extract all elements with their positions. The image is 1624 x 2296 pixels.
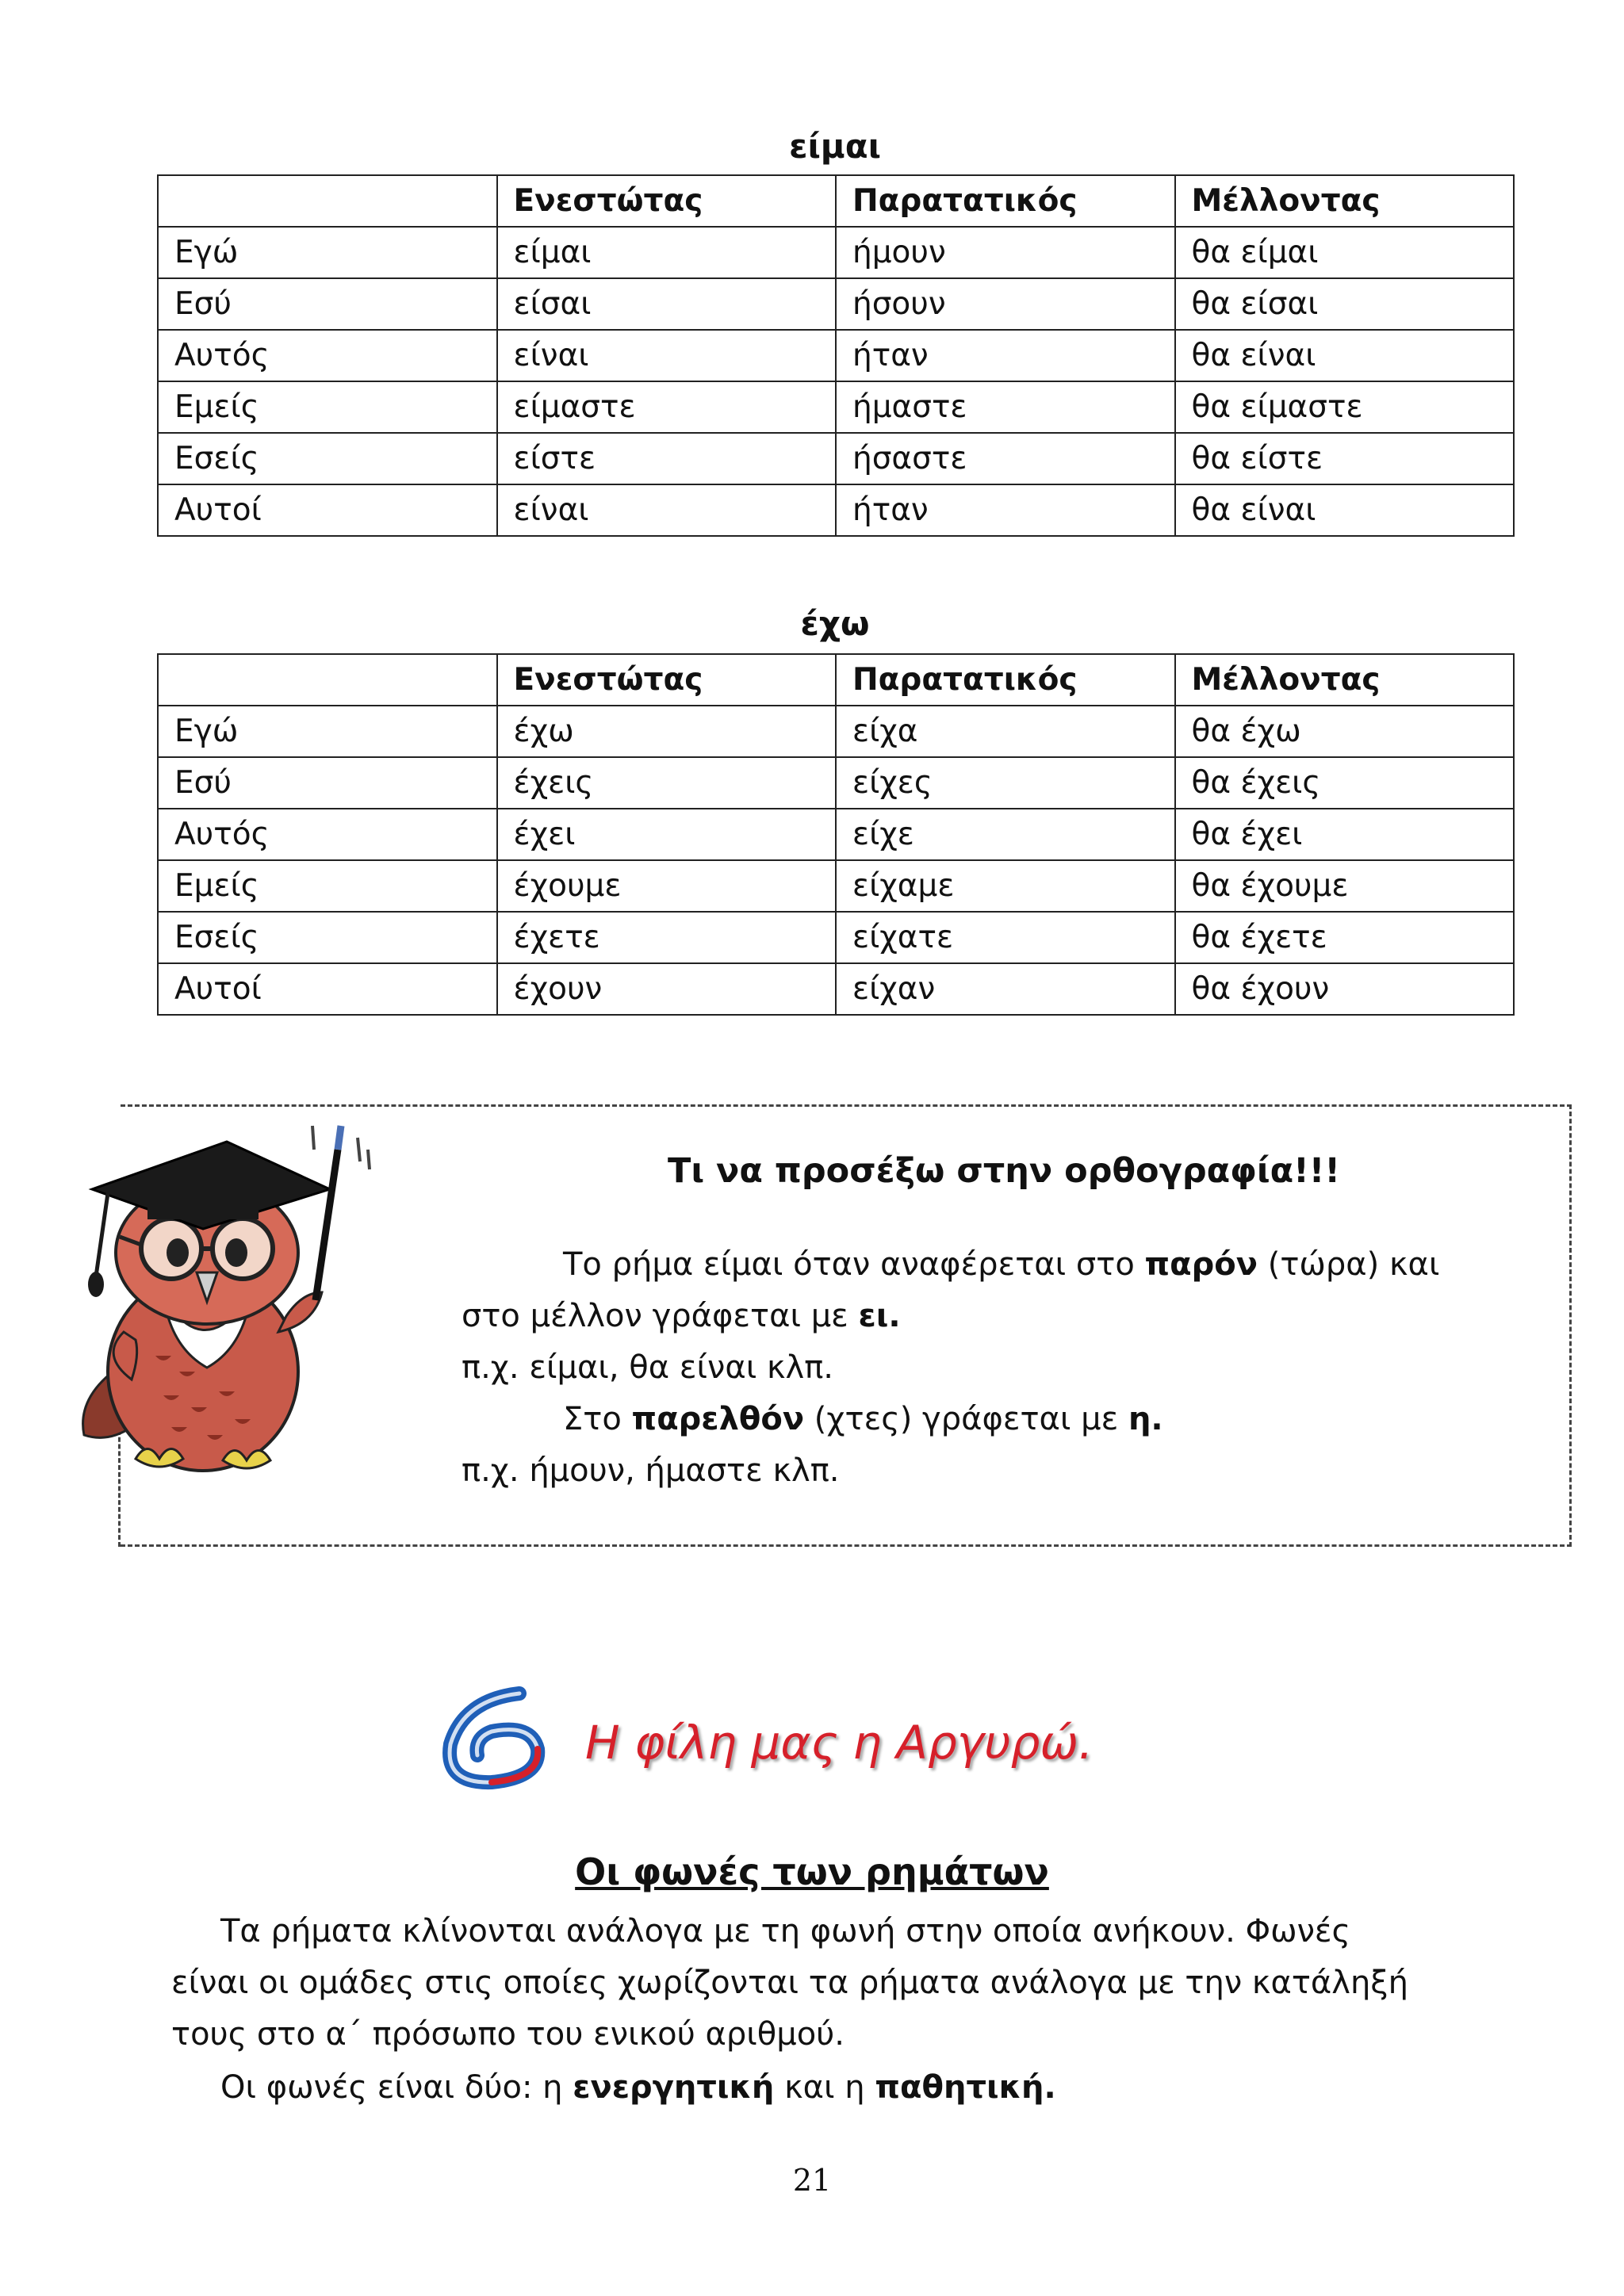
section-title: Οι φωνές των ρημάτων xyxy=(575,1850,1049,1893)
header-cell: Παρατατικός xyxy=(836,175,1175,227)
table-cell: είστε xyxy=(497,433,837,484)
table-cell: Αυτός xyxy=(158,330,497,381)
table-cell: θα έχουμε xyxy=(1175,860,1515,912)
table-cell: θα είσαι xyxy=(1175,278,1515,330)
header-cell: Ενεστώτας xyxy=(497,654,837,706)
table-cell: είχε xyxy=(836,809,1175,860)
table-cell: Εμείς xyxy=(158,860,497,912)
table-cell: ήσαστε xyxy=(836,433,1175,484)
paragraph-line xyxy=(220,2069,1056,2106)
table-cell: ήταν xyxy=(836,330,1175,381)
table-cell: Αυτοί xyxy=(158,484,497,536)
table-cell: ήταν xyxy=(836,484,1175,536)
table-row xyxy=(158,278,1514,330)
table-cell: θα είμαστε xyxy=(1175,381,1515,433)
paragraph-line: είναι οι ομάδες στις οποίες χωρίζονται τα ρήματα ανάλογα με την κατάληξή xyxy=(171,1965,1408,2001)
table1-caption: είμαι xyxy=(789,127,881,166)
tip-emphasis: παρόν xyxy=(1144,1246,1258,1283)
table-cell: έχουμε xyxy=(497,860,837,912)
table-cell: είχες xyxy=(836,757,1175,809)
table-header-row xyxy=(158,175,1514,227)
tip-line: π.χ. ήμουν, ήμαστε κλπ. xyxy=(462,1452,840,1489)
table-row xyxy=(158,706,1514,757)
conjugation-table-echo xyxy=(157,653,1515,1016)
table-header-row xyxy=(158,654,1514,706)
tip-title: Τι να προσέξω στην ορθογραφία!!! xyxy=(668,1151,1340,1191)
tip-line: π.χ. είμαι, θα είναι κλπ. xyxy=(462,1349,833,1386)
header-cell: Παρατατικός xyxy=(836,654,1175,706)
paragraph-line: τους στο α΄ πρόσωπο του ενικού αριθμού. xyxy=(171,2016,845,2053)
tip-text: (τώρα) και xyxy=(1258,1246,1440,1283)
table-cell: Εγώ xyxy=(158,227,497,278)
table-cell: θα έχουν xyxy=(1175,963,1515,1015)
table-cell: Αυτοί xyxy=(158,963,497,1015)
tip-line xyxy=(462,1298,901,1334)
paragraph-line: Τα ρήματα κλίνονται ανάλογα με τη φωνή στην οποία ανήκουν. Φωνές xyxy=(220,1913,1351,1950)
chapter-heading xyxy=(436,1682,1388,1793)
table-cell: θα έχετε xyxy=(1175,912,1515,963)
table-row xyxy=(158,227,1514,278)
table-row xyxy=(158,433,1514,484)
tip-text: στο μέλλον γράφεται με xyxy=(462,1298,859,1334)
paragraph-emphasis: παθητική. xyxy=(875,2069,1056,2106)
table-cell: ήμαστε xyxy=(836,381,1175,433)
table-cell: έχετε xyxy=(497,912,837,963)
table-cell: Εσύ xyxy=(158,278,497,330)
table-row xyxy=(158,381,1514,433)
table-cell: ήμουν xyxy=(836,227,1175,278)
tip-emphasis: ει. xyxy=(858,1298,901,1334)
table-cell: είναι xyxy=(497,484,837,536)
table-cell: είχα xyxy=(836,706,1175,757)
table-row xyxy=(158,757,1514,809)
table-cell: θα έχεις xyxy=(1175,757,1515,809)
header-cell xyxy=(158,175,497,227)
table-cell: θα έχω xyxy=(1175,706,1515,757)
tip-line xyxy=(563,1401,1163,1437)
conjugation-table-eimai xyxy=(157,174,1515,537)
table-cell: ήσουν xyxy=(836,278,1175,330)
table-row xyxy=(158,330,1514,381)
chapter-title: Η φίλη μας η Αργυρώ. xyxy=(585,1716,1094,1770)
table-cell: είμαστε xyxy=(497,381,837,433)
table-cell: είχαμε xyxy=(836,860,1175,912)
table-cell: Εμείς xyxy=(158,381,497,433)
table-cell: Αυτός xyxy=(158,809,497,860)
table-cell: θα είμαι xyxy=(1175,227,1515,278)
tip-text: Το ρήμα είμαι όταν αναφέρεται στο xyxy=(563,1246,1145,1283)
table-cell: είσαι xyxy=(497,278,837,330)
table-row xyxy=(158,809,1514,860)
paragraph-text: Οι φωνές είναι δύο: η xyxy=(220,2069,573,2106)
table-cell: θα είναι xyxy=(1175,330,1515,381)
table-cell: Εσείς xyxy=(158,912,497,963)
tip-emphasis: παρελθόν xyxy=(631,1401,805,1437)
table-cell: είμαι xyxy=(497,227,837,278)
paragraph-emphasis: ενεργητική xyxy=(573,2069,775,2106)
owl-teacher-illustration xyxy=(60,1094,425,1490)
page-number: 21 xyxy=(792,2163,832,2198)
header-cell: Μέλλοντας xyxy=(1175,654,1515,706)
table-cell: θα είστε xyxy=(1175,433,1515,484)
tip-text: Στο xyxy=(563,1401,632,1437)
tip-text: (χτες) γράφεται με xyxy=(804,1401,1128,1437)
paragraph-text: και η xyxy=(774,2069,875,2106)
table-cell: είχαν xyxy=(836,963,1175,1015)
table-row xyxy=(158,912,1514,963)
header-cell xyxy=(158,654,497,706)
table-cell: έχει xyxy=(497,809,837,860)
table-cell: θα έχει xyxy=(1175,809,1515,860)
tip-emphasis: η. xyxy=(1128,1401,1163,1437)
table2-caption: έχω xyxy=(800,604,870,643)
table-cell: είχατε xyxy=(836,912,1175,963)
table-cell: είναι xyxy=(497,330,837,381)
table-cell: έχουν xyxy=(497,963,837,1015)
table-cell: έχεις xyxy=(497,757,837,809)
header-cell: Ενεστώτας xyxy=(497,175,837,227)
table-cell: έχω xyxy=(497,706,837,757)
table-cell: θα είναι xyxy=(1175,484,1515,536)
table-cell: Εσείς xyxy=(158,433,497,484)
table-cell: Εσύ xyxy=(158,757,497,809)
header-cell: Μέλλοντας xyxy=(1175,175,1515,227)
chapter-number-badge xyxy=(436,1682,563,1793)
tip-line xyxy=(563,1246,1439,1283)
table-cell: Εγώ xyxy=(158,706,497,757)
table-row xyxy=(158,963,1514,1015)
table-row xyxy=(158,860,1514,912)
table-row xyxy=(158,484,1514,536)
